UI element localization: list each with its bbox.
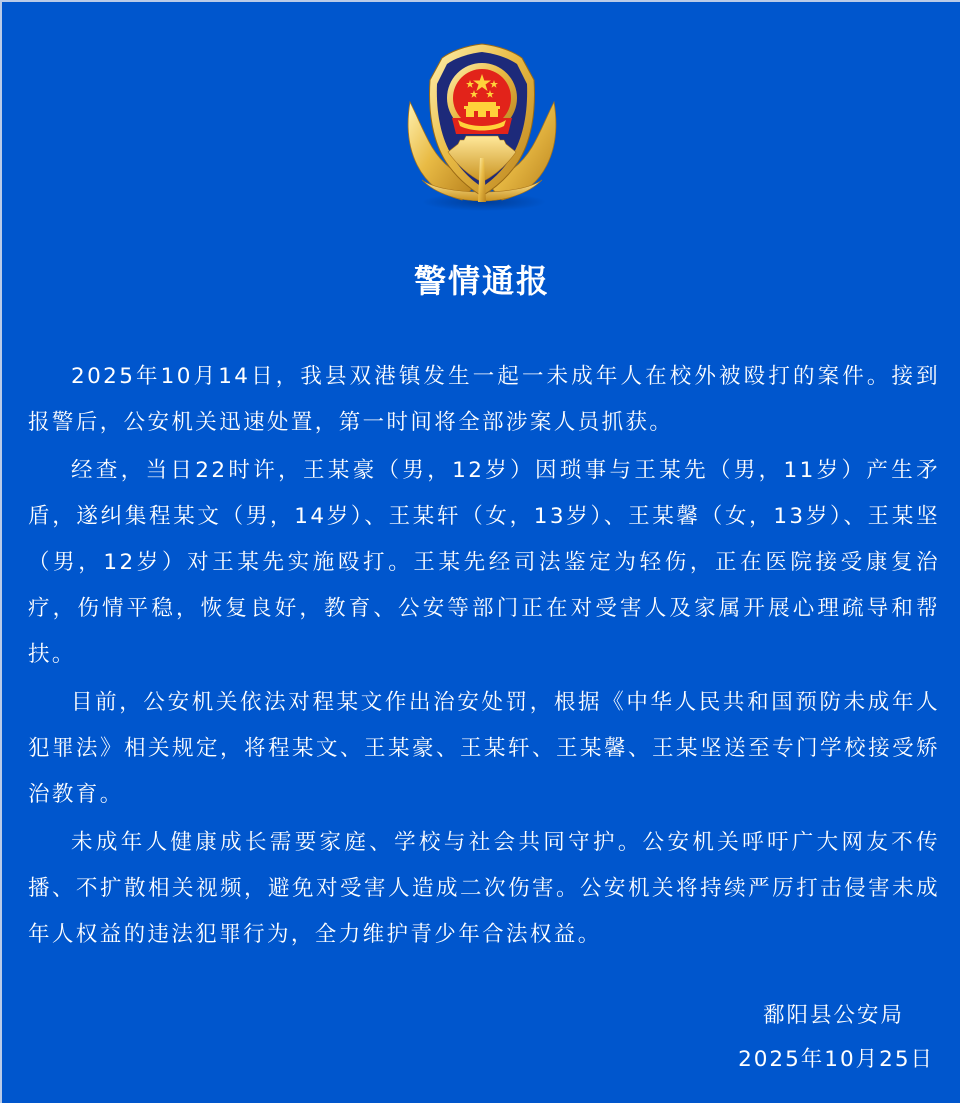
- signature-block: [738, 994, 934, 1082]
- paragraph-incident: 2025年10月14日，我县双港镇发生一起一未成年人在校外被殴打的案件。接到报警后，公安机关迅速处置，第一时间将全部涉案人员抓获。: [28, 364, 940, 435]
- page-title: 警情通报: [413, 262, 550, 300]
- issue-date: 2025年10月25日: [738, 1047, 934, 1072]
- paragraph-appeal: 未成年人健康成长需要家庭、学校与社会共同守护。公安机关呼吁广大网友不传播、不扩散相关视频，避免对受害人造成二次伤害。公安机关将持续严厉打击侵害未成年人权益的违法犯罪行为，全力维护青少年合法权益。: [28, 830, 940, 947]
- police-badge-icon: [400, 40, 564, 212]
- notice-body: [28, 354, 940, 958]
- issuing-agency: 鄱阳县公安局: [762, 1003, 904, 1028]
- paragraph-disposition: 目前，公安机关依法对程某文作出治安处罚，根据《中华人民共和国预防未成年人犯罪法》相关规定，将程某文、王某豪、王某轩、王某馨、王某坚送至专门学校接受矫治教育。: [28, 690, 940, 807]
- paragraph-investigation: 经查，当日22时许，王某豪（男，12岁）因琐事与王某先（男，11岁）产生矛盾，遂纠集程某文（男，14岁）、王某轩（女，13岁）、王某馨（女，13岁）、王某坚（男，12岁）对王某先实施殴打。王某先经司法鉴定为轻伤，正在医院接受康复治疗，伤情平稳，恢复良好，教育、公安等部门正在对受害人及家属开展心理疏导和帮扶。: [28, 458, 940, 667]
